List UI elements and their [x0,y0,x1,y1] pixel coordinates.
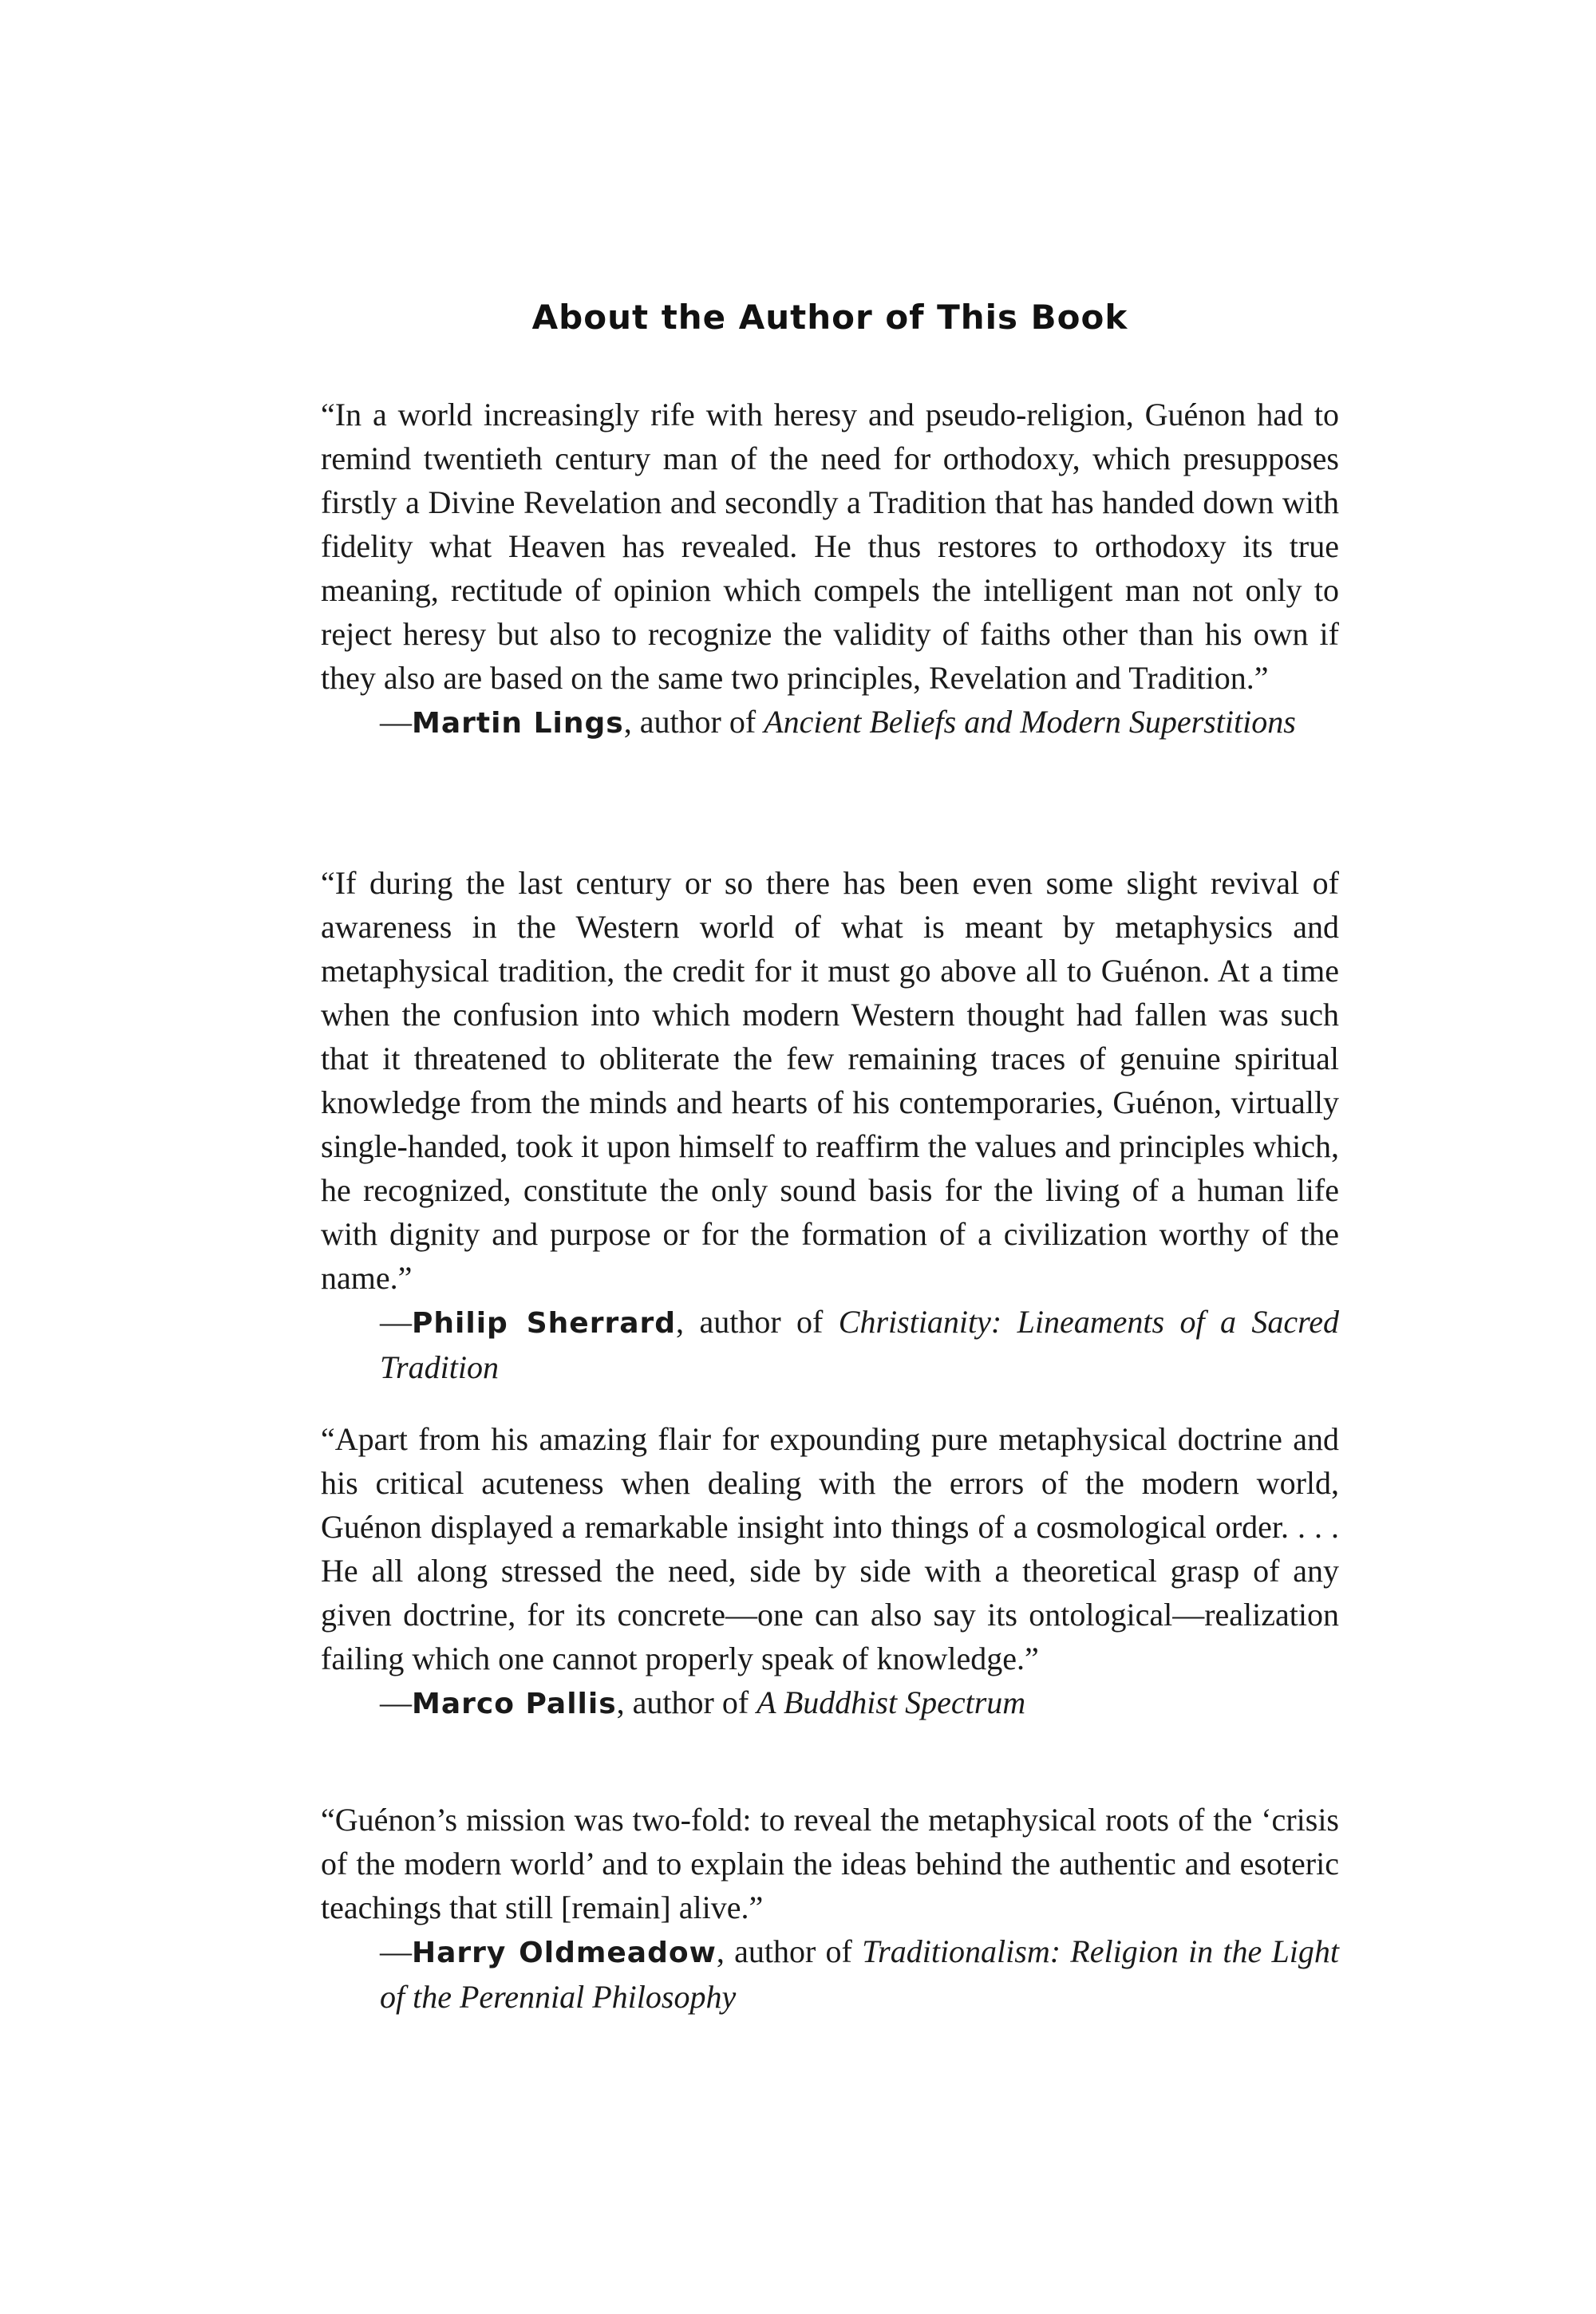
attribution-connector: , author of [676,1304,839,1340]
author-name: Marco Pallis [412,1688,617,1720]
book-title: Christianity: Lineaments of a Sacred Tradition [380,1304,1339,1385]
testimonial [321,861,1339,1389]
testimonial-quote: “Apart from his amazing flair for expounding pure metaphysical doctrine and his critical acuteness when dealing with the errors of the modern world, Guénon displayed a remarkable insight into things of a cosmological order. . . . He all along stressed the need, side by side with a theoretical grasp of any given doctrine, for its concrete—one can also say its ontological—realization failing which one cannot properly speak of knowledge.” [321,1421,1339,1676]
testimonial-attribution [380,1929,1339,2019]
attribution-dash: — [380,704,412,740]
book-title: Traditionalism: Religion in the Light of the Perennial Philosophy [380,1933,1339,2015]
testimonial-attribution [380,1300,1339,1389]
testimonial-quote: “In a world increasingly rife with heresy and pseudo-religion, Guénon had to remind twentieth century man of the need for orthodoxy, which presupposes firstly a Divine Revelation and secondly a Tradition that has handed down with fidelity what Heaven has revealed. He thus restores to orthodoxy its true meaning, rectitude of opinion which compels the intelligent man not only to reject heresy but also to recognize the validity of faiths other than his own if they also are based on the same two principles, Revelation and Tradition.” [321,397,1339,696]
attribution-dash: — [380,1933,412,1969]
testimonial [321,393,1339,745]
testimonial-quote: “Guénon’s mission was two-fold: to reveal the metaphysical roots of the ‘crisis of the modern world’ and to explain the ideas behind the authentic and esoteric teachings that still [remain] alive.” [321,1802,1339,1925]
testimonial-attribution [380,1680,1339,1726]
attribution-connector: , author of [716,1933,863,1969]
testimonial [321,1417,1339,1726]
book-title: Ancient Beliefs and Modern Superstitions [764,704,1296,740]
testimonial [321,1798,1339,2019]
attribution-connector: , author of [616,1684,757,1720]
page-title: About the Author of This Book [531,298,1128,337]
author-name: Philip Sherrard [412,1307,677,1340]
book-title: A Buddhist Spectrum [757,1684,1026,1720]
author-name: Harry Oldmeadow [412,1937,717,1969]
testimonial-quote: “If during the last century or so there has been even some slight revival of awareness in the Western world of what is meant by metaphysics and metaphysical tradition, the credit for it must go above all to Guénon. At a time when the confusion into which modern Western thought had fallen was such that it threatened to obliterate the few remaining traces of genuine spiritual knowledge from the minds and hearts of his contemporaries, Guénon, virtually single-handed, took it upon himself to reaffirm the values and principles which, he recognized, constitute the only sound basis for the living of a human life with dignity and purpose or for the formation of a civilization worthy of the name.” [321,865,1339,1296]
attribution-dash: — [380,1304,412,1340]
testimonial-attribution [380,700,1339,745]
author-name: Martin Lings [412,707,624,740]
attribution-connector: , author of [623,704,764,740]
attribution-dash: — [380,1684,412,1720]
